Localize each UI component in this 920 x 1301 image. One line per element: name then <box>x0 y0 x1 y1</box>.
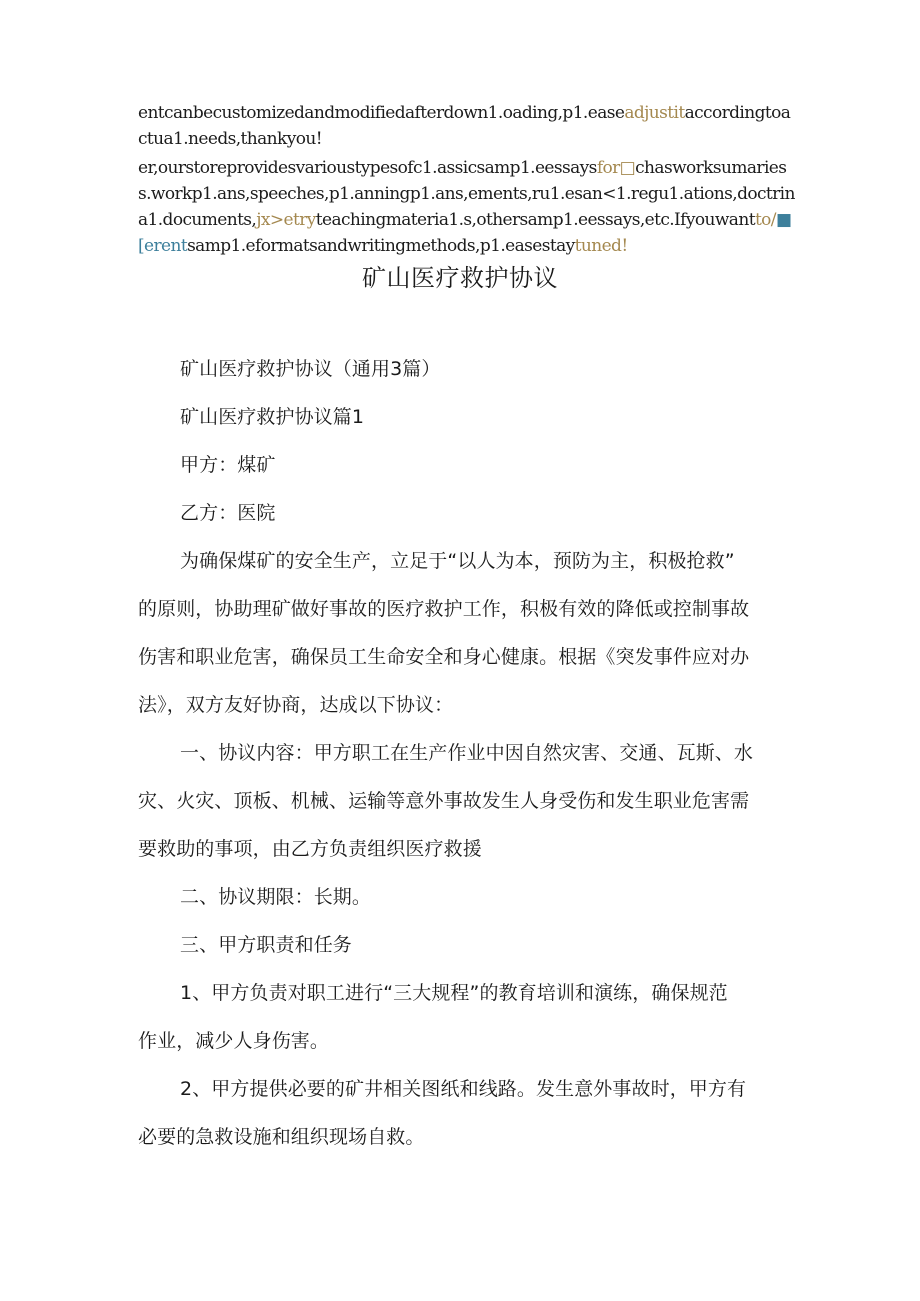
paragraph-line: 作业，减少人身伤害。 <box>138 1030 330 1052</box>
notice-highlight: [erent <box>138 236 188 256</box>
notice-text: chasworksumaries <box>635 158 787 178</box>
party-b-line: 乙方：医院 <box>180 502 276 524</box>
notice-line: s.workp1.ans,speeches,p1.anningp1.ans,ements,ru1.esan<1.regu1.ations,doctrin <box>138 184 795 204</box>
document-body <box>138 345 786 1161</box>
notice-line <box>138 155 787 181</box>
subtitle-line: 矿山医疗救护协议（通用3篇） <box>180 358 441 380</box>
paragraph-line: 灾、火灾、顶板、机械、运输等意外事故发生人身受伤和发生职业危害需 <box>138 790 750 812</box>
party-a-line: 甲方：煤矿 <box>180 454 276 476</box>
notice-line <box>138 100 791 126</box>
notice-line: ctua1.needs,thankyou! <box>138 129 322 149</box>
paragraph-line: 法》，双方友好协商，达成以下协议： <box>138 694 454 716</box>
notice-highlight: for□ <box>596 158 636 178</box>
paragraph-line: 二、协议期限：长期。 <box>180 886 372 908</box>
notice-line <box>138 233 783 259</box>
notice-line <box>138 207 792 233</box>
notice-highlight: jx>etry <box>256 210 316 230</box>
paragraph-line: 1、甲方负责对职工进行“三大规程”的教育培训和演练，确保规范 <box>180 982 728 1004</box>
notice-text: a1.documents, <box>138 210 257 230</box>
english-notice-paragraph-1 <box>138 100 791 152</box>
paragraph-line: 2、甲方提供必要的矿井相关图纸和线路。发生意外事故时，甲方有 <box>180 1078 747 1100</box>
section-heading: 三、甲方职责和任务 <box>180 934 352 956</box>
paragraph-line: 的原则，协助理矿做好事故的医疗救护工作，积极有效的降低或控制事故 <box>138 598 750 620</box>
notice-highlight: tuned! <box>574 236 628 256</box>
notice-highlight: to/ <box>754 210 776 230</box>
paragraph-line: 为确保煤矿的安全生产，立足于“以人为本，预防为主，积极抢救” <box>180 550 735 572</box>
paragraph-line: 必要的急救设施和组织现场自救。 <box>138 1126 425 1148</box>
notice-text: samp1.eformatsandwritingmethods,p1.easestay <box>187 236 575 256</box>
notice-text: teachingmateria1.s,othersamp1.eessays,etc.Ifyouwant <box>315 210 755 230</box>
notice-text: entcanbecustomizedandmodifiedafterdown1.oading,p1.ease <box>138 103 625 123</box>
notice-highlight: adjustit <box>624 103 685 123</box>
document-title: 矿山医疗救护协议 <box>362 264 558 292</box>
notice-text: er,ourstoreprovidesvarioustypesofc1.assicsamp1.eessays <box>138 158 597 178</box>
paragraph-line: 一、协议内容：甲方职工在生产作业中因自然灾害、交通、瓦斯、水 <box>180 742 754 764</box>
notice-highlight: ■ <box>775 210 792 230</box>
paragraph-line: 要救助的事项，由乙方负责组织医疗救援 <box>138 838 482 860</box>
notice-text: accordingtoa <box>684 103 791 123</box>
english-notice-paragraph-2 <box>138 155 795 259</box>
paragraph-line: 伤害和职业危害，确保员工生命安全和身心健康。根据《突发事件应对办 <box>138 646 750 668</box>
section-heading: 矿山医疗救护协议篇1 <box>180 406 365 428</box>
